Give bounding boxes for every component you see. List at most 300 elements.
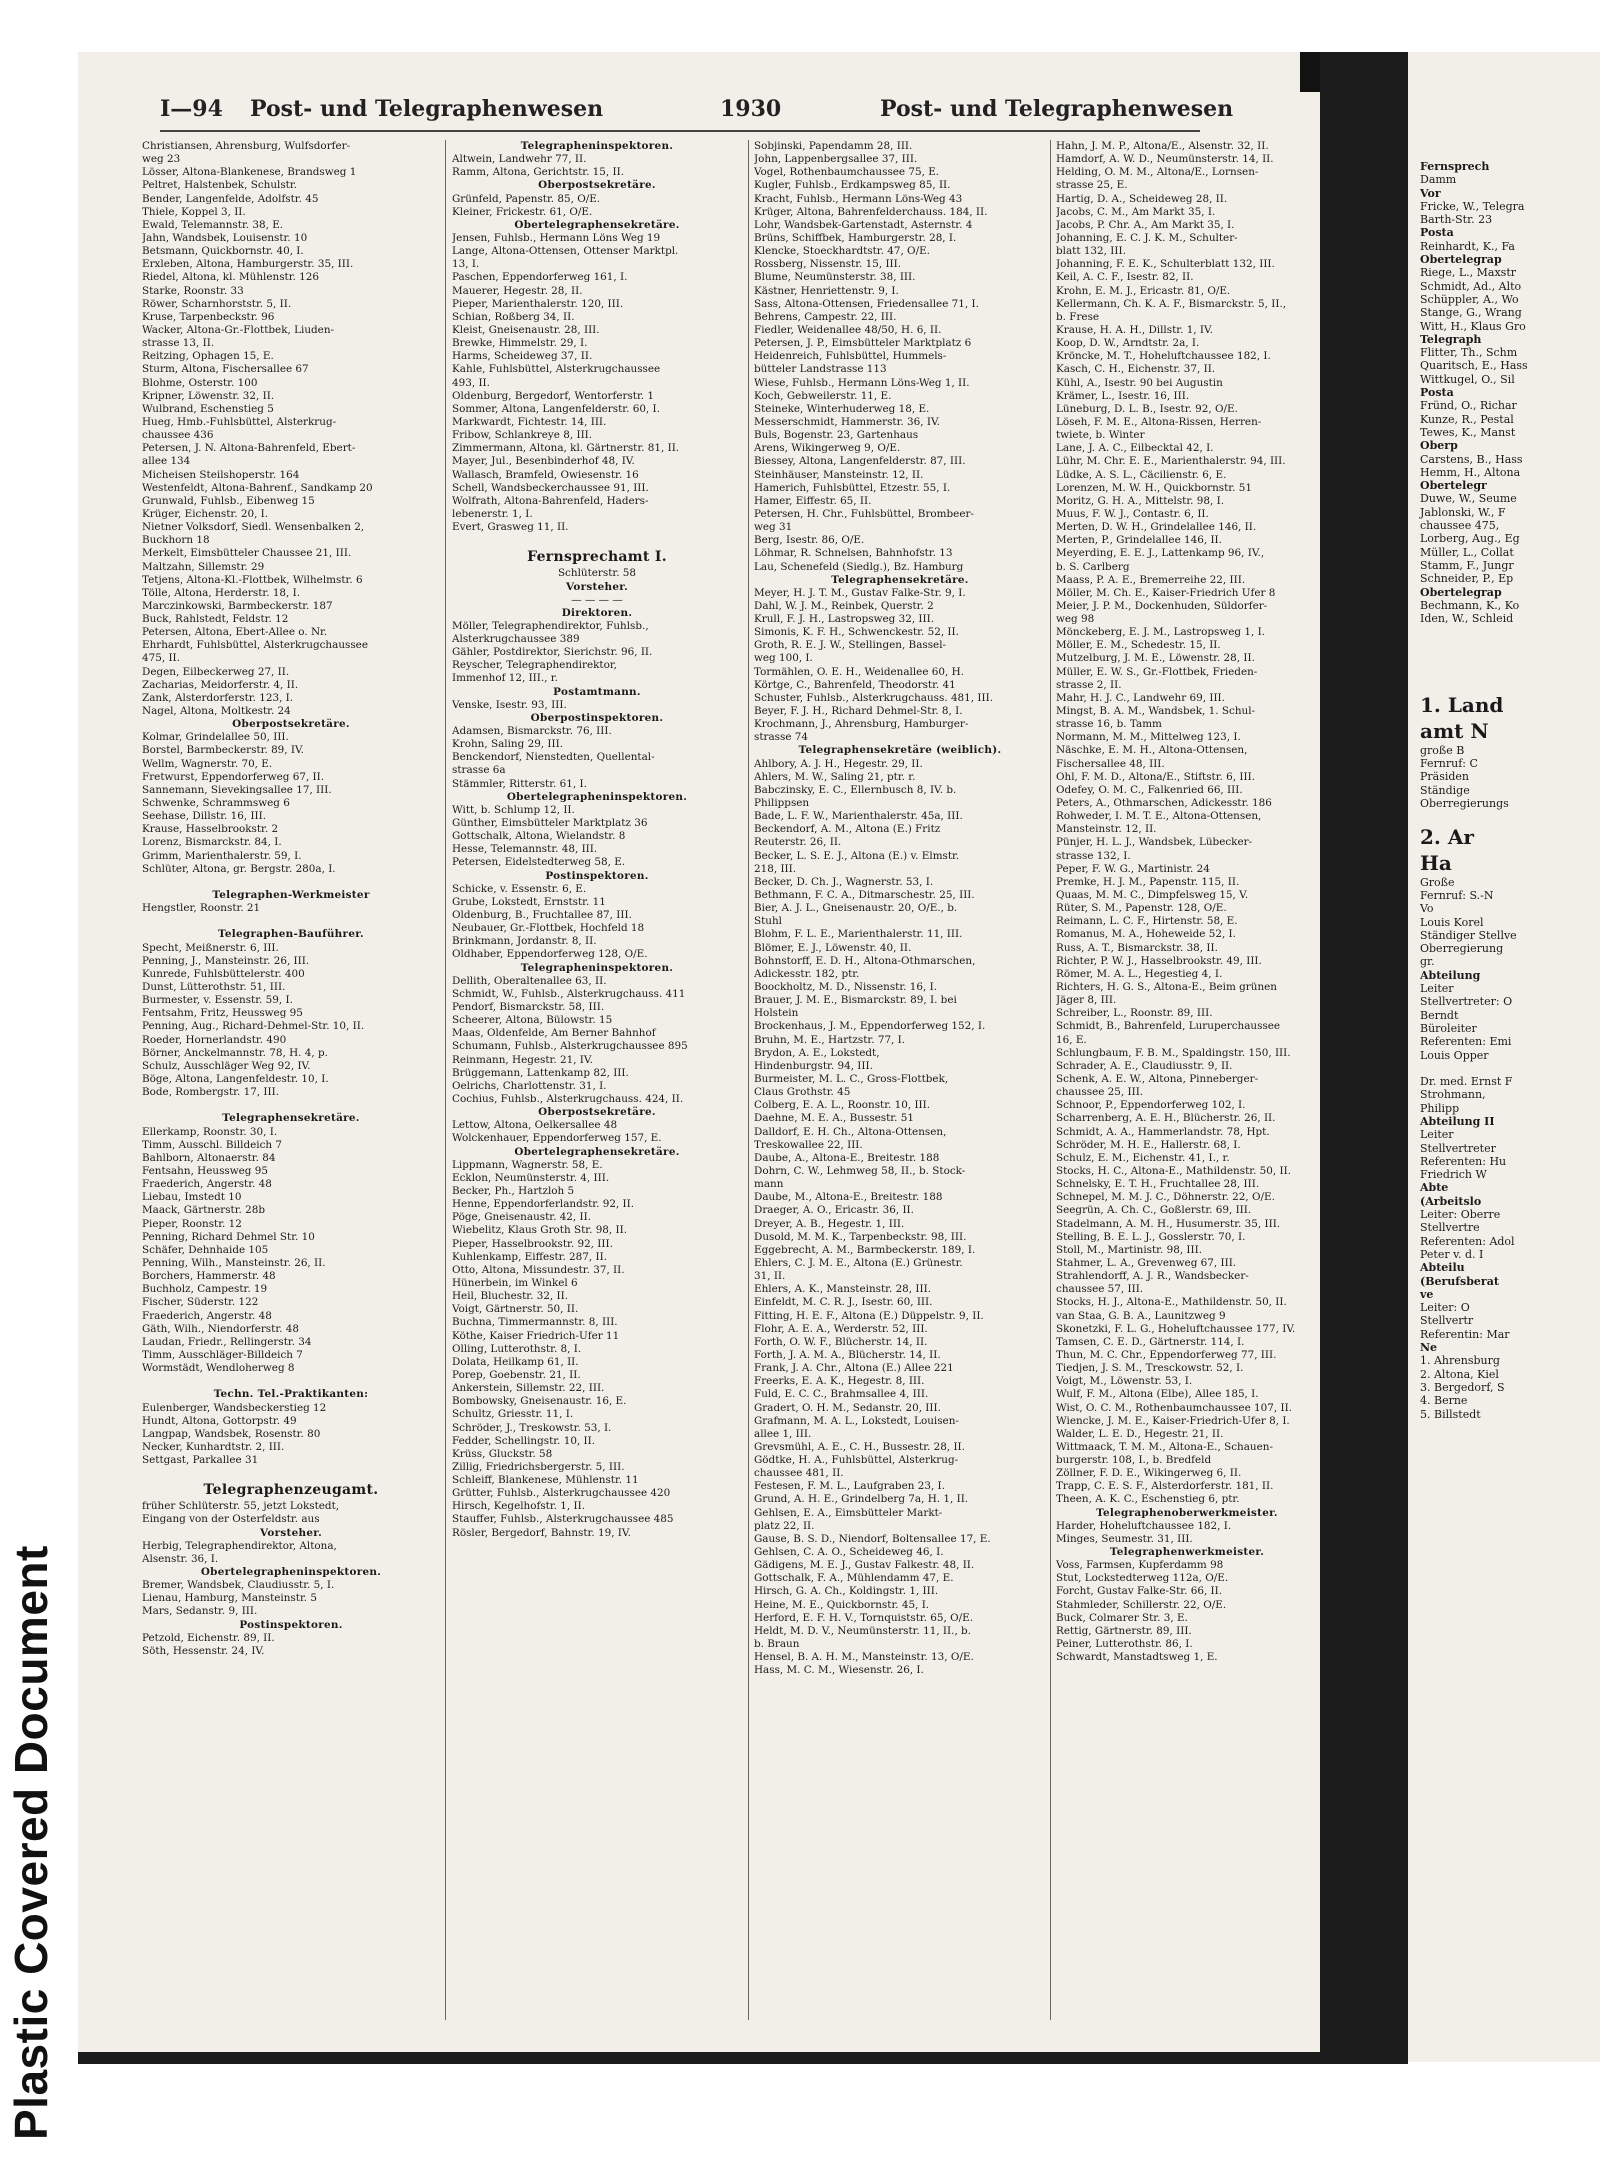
directory-entry [1420, 652, 1528, 665]
section-heading: Telegraphenwerkmeister. [1109, 1546, 1265, 1559]
directory-entry: Betsmann, Quickbornstr. 40, I. [142, 245, 304, 258]
directory-entry: Scheerer, Altona, Bülowstr. 15 [452, 1014, 613, 1027]
directory-entry: Adickesstr. 182, ptr. [754, 967, 860, 980]
directory-entry: Specht, Meißnerstr. 6, III. [142, 941, 279, 954]
directory-entry: Bender, Langenfelde, Adolfstr. 45 [142, 192, 319, 205]
directory-entry: Bechmann, K., Ko [1420, 598, 1520, 612]
directory-entry: Kahle, Fuhlsbüttel, Alsterkrugchaussee [452, 363, 661, 376]
directory-entry: Gause, B. S. D., Niendorf, Boltensallee 17, E. [754, 1532, 991, 1545]
directory-entry: Mars, Sedanstr. 9, III. [142, 1605, 258, 1618]
section-heading: Telegraph [1420, 332, 1482, 346]
directory-entry: Fedder, Schellingstr. 10, II. [452, 1434, 596, 1447]
section-heading: Abteilu [1420, 1261, 1465, 1275]
directory-entry: Eingang von der Osterfeldstr. aus [142, 1513, 320, 1526]
directory-entry: Flohr, A. E. A., Werderstr. 52, III. [754, 1322, 928, 1335]
section-heading: Techn. Tel.-Praktikanten: [213, 1388, 369, 1401]
directory-entry: Jablonski, W., F [1420, 505, 1506, 519]
section-heading: Vorsteher. [259, 1526, 323, 1539]
directory-entry: Meyer, H. J. T. M., Gustav Falke-Str. 9, I. [754, 586, 966, 599]
directory-entry: Dalldorf, E. H. Ch., Altona-Ottensen, [754, 1125, 947, 1138]
section-heading: Telegraphensekretäre. [831, 573, 969, 586]
column-3 [754, 140, 1046, 1677]
directory-entry: Zank, Alsterdorferstr. 123, I. [142, 691, 294, 704]
directory-entry: bütteler Landstrasse 113 [754, 363, 887, 376]
directory-entry: Colberg, E. A. L., Roonstr. 10, III. [754, 1099, 931, 1112]
directory-entry: Meier, J. P. M., Dockenhuden, Süldorfer- [1056, 599, 1268, 612]
directory-entry: Duwe, W., Seume [1420, 492, 1517, 506]
directory-entry: Carstens, B., Hass [1420, 452, 1523, 466]
directory-entry: Stellvertreter [1420, 1141, 1496, 1155]
directory-entry: Fischersallee 48, III. [1056, 757, 1165, 770]
directory-entry: Flitter, Th., Schm [1420, 346, 1518, 360]
directory-entry: Wacker, Altona-Gr.-Flottbek, Liuden- [142, 323, 335, 336]
directory-entry: Iden, W., Schleid [1420, 612, 1514, 626]
directory-entry: Wolckenhauer, Eppendorferweg 157, E. [452, 1132, 662, 1145]
directory-entry: früher Schlüterstr. 55, jetzt Lokstedt, [142, 1500, 340, 1513]
directory-entry [1420, 665, 1528, 678]
directory-entry: Fuld, E. C. C., Brahmsallee 4, III. [754, 1388, 929, 1401]
section-heading: Telegrapheninspektoren. [520, 140, 674, 152]
directory-entry: Penning, Wilh., Mansteinstr. 26, II. [142, 1256, 326, 1269]
directory-entry: Liebau, Imstedt 10 [142, 1191, 242, 1204]
directory-entry: Lorenz, Bismarckstr. 84, I. [142, 836, 282, 849]
directory-entry: Porep, Goebenstr. 21, II. [452, 1368, 581, 1381]
directory-entry: Stamm, F., Jungr [1420, 558, 1514, 572]
directory-entry: Bode, Rombergstr. 17, III. [142, 1086, 280, 1099]
directory-entry: Seehase, Dillstr. 16, III. [142, 810, 267, 823]
directory-entry: Philipp [1420, 1101, 1460, 1115]
directory-entry: Stämmler, Ritterstr. 61, I. [452, 777, 587, 790]
directory-entry: allee 1, III. [754, 1427, 812, 1440]
directory-entry: Pünjer, H. L. J., Wandsbek, Lübecker- [1056, 836, 1253, 849]
section-heading: Oberp [1420, 439, 1458, 453]
directory-entry: Adamsen, Bismarckstr. 76, III. [452, 725, 612, 738]
directory-entry: Barth-Str. 23 [1420, 213, 1493, 227]
directory-entry: Börner, Anckelmannstr. 78, H. 4, p. [142, 1046, 328, 1059]
directory-entry: 31, II. [754, 1270, 786, 1283]
directory-entry: Petzold, Eichenstr. 89, II. [142, 1631, 275, 1644]
directory-entry: strasse 2, II. [1056, 678, 1122, 691]
directory-entry: Krüger, Altona, Bahrenfelderchauss. 184, II. [754, 205, 988, 218]
directory-entry: Dr. med. Ernst F [1420, 1075, 1513, 1089]
directory-entry: Blume, Neumünsterstr. 38, III. [754, 271, 916, 284]
directory-entry: Blömer, E. J., Löwenstr. 40, II. [754, 941, 912, 954]
directory-entry: Penning, Richard Dehmel Str. 10 [142, 1230, 315, 1243]
directory-entry: Schmidt, A. A., Hammerlandstr. 78, Hpt. [1056, 1125, 1270, 1138]
directory-entry: Peter v. d. I [1420, 1247, 1484, 1261]
section-heading: Obertelegrap [1420, 585, 1502, 599]
directory-entry: Alsterkrugchaussee 389 [452, 633, 580, 646]
directory-entry: Steineke, Winterhuderweg 18, E. [754, 402, 930, 415]
directory-entry: Schröder, M. H. E., Hallerstr. 68, I. [1056, 1138, 1241, 1151]
directory-entry: Hamdorf, A. W. D., Neumünsterstr. 14, II. [1056, 153, 1274, 166]
directory-entry: Gehlsen, C. A. O., Scheideweg 46, I. [754, 1546, 944, 1559]
directory-entry: Jäger 8, III. [1056, 994, 1117, 1007]
directory-entry: Buchna, Timmermannstr. 8, III. [452, 1316, 618, 1329]
directory-entry: Lösser, Altona-Blankenese, Brandsweg 1 [142, 166, 357, 179]
directory-entry: Büroleiter [1420, 1021, 1477, 1035]
directory-entry: Kuhlenkamp, Eiffestr. 287, II. [452, 1250, 608, 1263]
directory-entry: Ellerkamp, Roonstr. 30, I. [142, 1125, 278, 1138]
directory-entry: Kunrede, Fuhlsbüttelerstr. 400 [142, 967, 305, 980]
directory-entry: Stahmer, L. A., Grevenweg 67, III. [1056, 1256, 1237, 1269]
directory-entry: Holstein [754, 1007, 799, 1020]
directory-entry: Stut, Lockstedterweg 112a, O/E. [1056, 1572, 1229, 1585]
directory-entry: mann [754, 1178, 784, 1191]
directory-entry: Reitzing, Ophagen 15, E. [142, 350, 274, 363]
directory-entry: Hueg, Hmb.-Fuhlsbüttel, Alsterkrug- [142, 415, 337, 428]
directory-entry: Daehne, M. E. A., Bussestr. 51 [754, 1112, 914, 1125]
directory-entry: Ehrhardt, Fuhlsbüttel, Alsterkrugchaussee [142, 639, 368, 652]
directory-entry: Petersen, H. Chr., Fuhlsbüttel, Brombeer- [754, 507, 974, 520]
directory-entry: gr. [1420, 955, 1435, 969]
directory-entry: Lippmann, Wagnerstr. 58, E. [452, 1158, 603, 1171]
directory-entry: Pöge, Gneisenaustr. 42, II. [452, 1211, 592, 1224]
directory-entry: Schultz, Griesstr. 11, I. [452, 1408, 574, 1421]
section-heading: Posta [1420, 226, 1454, 240]
directory-entry: Schmidt, Ad., Alto [1420, 279, 1522, 293]
directory-entry: Wormstädt, Wendloherweg 8 [142, 1362, 295, 1375]
directory-entry: chaussee 25, III. [1056, 1086, 1144, 1099]
directory-entry: Hensel, B. A. H. M., Mansteinstr. 13, O/E. [754, 1651, 974, 1664]
directory-entry: Brauer, J. M. E., Bismarckstr. 89, I. bei [754, 994, 957, 1007]
directory-entry: 5. Billstedt [1420, 1407, 1481, 1421]
directory-entry: Berndt [1420, 1008, 1459, 1022]
directory-entry: Möller, M. Ch. E., Kaiser-Friedrich Ufer 8 [1056, 586, 1276, 599]
directory-entry: Müller, E. W. S., Gr.-Flottbek, Frieden- [1056, 665, 1258, 678]
directory-entry: strasse 132, I. [1056, 849, 1131, 862]
directory-entry: Günther, Eimsbütteler Marktplatz 36 [452, 817, 648, 830]
directory-entry: Hemm, H., Altona [1420, 465, 1521, 479]
directory-entry: Tormählen, O. E. H., Weidenallee 60, H. [754, 665, 964, 678]
directory-entry: Mönckeberg, E. J. M., Lastropsweg 1, I. [1056, 626, 1266, 639]
directory-entry: Odefey, O. M. C., Falkenried 66, III. [1056, 783, 1243, 796]
directory-entry: Helding, O. M. M., Altona/E., Lornsen- [1056, 166, 1259, 179]
directory-entry: Brewke, Himmelstr. 29, I. [452, 337, 588, 350]
directory-entry: Hahn, J. M. P., Altona/E., Alsenstr. 32, II. [1056, 140, 1269, 152]
section-heading: Posta [1420, 386, 1454, 400]
section-heading: Vor [1420, 186, 1441, 200]
directory-entry: Meyerding, E. E. J., Lattenkamp 96, IV., [1056, 547, 1265, 560]
directory-entry: Sommer, Altona, Langenfelderstr. 60, I. [452, 402, 660, 415]
section-subline: Schlüterstr. 58 [557, 567, 637, 580]
directory-entry: Otto, Altona, Missundestr. 37, II. [452, 1263, 625, 1276]
directory-entry: Herbig, Telegraphendirektor, Altona, [142, 1539, 337, 1552]
directory-entry: Pendorf, Bismarckstr. 58, III. [452, 1001, 605, 1013]
directory-entry: Dahl, W. J. M., Reinbek, Querstr. 2 [754, 599, 934, 612]
directory-entry: Settgast, Parkallee 31 [142, 1454, 259, 1467]
directory-entry: Referenten: Adol [1420, 1234, 1515, 1248]
section-title: amt N [1420, 718, 1489, 743]
directory-entry: Kasch, C. H., Eichenstr. 37, II. [1056, 363, 1216, 376]
directory-entry: Minges, Seumestr. 31, III. [1056, 1532, 1193, 1545]
directory-entry: Thun, M. C. Chr., Eppendorferweg 77, III. [1056, 1348, 1277, 1361]
directory-entry: Schneider, P., Ep [1420, 572, 1514, 586]
section-heading: Obertelegr [1420, 479, 1487, 493]
directory-entry: Biessey, Altona, Langenfelderstr. 87, III. [754, 455, 966, 468]
directory-entry: Näschke, E. M. H., Altona-Ottensen, [1056, 744, 1248, 757]
directory-entry: allee 134 [142, 455, 191, 468]
directory-entry: Möller, Telegraphendirektor, Fuhlsb., [452, 619, 649, 632]
directory-entry: Johanning, E. C. J. K. M., Schulter- [1056, 231, 1238, 244]
directory-entry: Grütter, Fuhlsb., Alsterkrugchaussee 420 [452, 1487, 671, 1500]
section-heading: Telegraphenoberwerkmeister. [1096, 1506, 1278, 1519]
directory-entry: Voigt, M., Löwenstr. 53, I. [1056, 1375, 1193, 1388]
directory-entry: Körtge, C., Bahrenfeld, Theodorstr. 41 [754, 678, 956, 691]
directory-entry: burgerstr. 108, I., b. Bredfeld [1056, 1454, 1212, 1467]
directory-entry: Stocks, H. C., Altona-E., Mathildenstr. 50, II. [1056, 1164, 1292, 1177]
directory-entry: Wittmaack, T. M. M., Altona-E., Schauen- [1056, 1440, 1273, 1453]
directory-entry: Köthe, Kaiser Friedrich-Ufer 11 [452, 1329, 620, 1342]
section-title: Ha [1420, 850, 1452, 875]
directory-entry: Löseh, F. M. E., Altona-Rissen, Herren- [1056, 415, 1262, 428]
directory-entry: Penning, J., Mansteinstr. 26, III. [142, 954, 310, 967]
directory-entry: Mingst, B. A. M., Wandsbek, 1. Schul- [1056, 705, 1256, 718]
directory-entry: Brydon, A. E., Lokstedt, [754, 1046, 880, 1059]
directory-entry: Harms, Scheideweg 37, II. [452, 350, 593, 363]
directory-entry [1420, 639, 1528, 652]
directory-entry: Draeger, A. O., Ericastr. 36, II. [754, 1204, 914, 1217]
directory-entry: Schwardt, Manstadtsweg 1, E. [1056, 1651, 1218, 1664]
directory-entry: Petersen, J. P., Eimsbütteler Marktplatz 6 [754, 337, 972, 350]
directory-entry: Reyscher, Telegraphendirektor, [452, 659, 617, 672]
directory-entry: Schicke, v. Essenstr. 6, E. [452, 882, 587, 895]
directory-entry: Reuterstr. 26, II. [754, 836, 842, 849]
directory-entry: Fentsahm, Fritz, Heussweg 95 [142, 1007, 303, 1020]
directory-entry: Kellermann, Ch. K. A. F., Bismarckstr. 5, II., [1056, 297, 1287, 310]
column-1 [142, 140, 440, 1658]
directory-entry: Schüppler, A., Wo [1420, 292, 1519, 306]
directory-entry: Hirsch, Kegelhofstr. 1, II. [452, 1500, 586, 1513]
directory-entry: Koch, Gebweilerstr. 11, E. [754, 389, 892, 402]
directory-entry: Ohl, F. M. D., Altona/E., Stiftstr. 6, III. [1056, 770, 1255, 783]
directory-entry: Rettig, Gärtnerstr. 89, III. [1056, 1624, 1192, 1637]
directory-entry: strasse 16, b. Tamm [1056, 718, 1162, 731]
directory-entry: Paschen, Eppendorferweg 161, I. [452, 271, 628, 284]
directory-entry: Präsiden [1420, 770, 1470, 784]
directory-entry: Gehlsen, E. A., Eimsbütteler Markt- [754, 1506, 943, 1519]
section-heading: Telegraphensekretäre. [222, 1112, 360, 1125]
directory-entry: Fischer, Süderstr. 122 [142, 1296, 259, 1309]
directory-entry: 218, III. [754, 862, 797, 875]
directory-entry: Lorenzen, M. W. H., Quickbornstr. 51 [1056, 481, 1252, 494]
section-heading: Obertelegrapheninspektoren. [506, 790, 688, 803]
directory-entry: Steinhäuser, Mansteinstr. 12, II. [754, 468, 924, 481]
directory-entry: Peiner, Lutterothstr. 86, I. [1056, 1638, 1193, 1651]
section-heading: Abte [1420, 1181, 1449, 1195]
directory-entry: Fraederich, Angerstr. 48 [142, 1178, 272, 1191]
directory-entry: Oldenburg, Bergedorf, Wentorferstr. 1 [452, 389, 654, 402]
directory-entry: Lange, Altona-Ottensen, Ottenser Marktpl. [452, 245, 679, 258]
directory-entry: Leiter: O [1420, 1301, 1470, 1315]
directory-entry: Schuster, Fuhlsb., Alsterkrugchauss. 481, III. [754, 691, 993, 704]
directory-entry: Vogel, Rothenbaumchaussee 75, E. [754, 166, 940, 179]
directory-entry: Philippsen [754, 797, 810, 810]
directory-entry: Dolata, Heilkamp 61, II. [452, 1355, 579, 1368]
directory-entry: Pieper, Hasselbrookstr. 92, III. [452, 1237, 613, 1250]
directory-entry: Buls, Bogenstr. 23, Gartenhaus [754, 429, 919, 442]
directory-entry: Brockenhaus, J. M., Eppendorferweg 152, I. [754, 1020, 986, 1033]
directory-entry: Brüggemann, Lattenkamp 82, III. [452, 1066, 629, 1079]
directory-entry: Thiele, Koppel 3, II. [142, 205, 246, 218]
section-heading: Telegraphensekretäre (weiblich). [798, 744, 1002, 757]
directory-entry: Lane, J. A. C., Eilbecktal 42, I. [1056, 442, 1214, 455]
directory-entry: Eulenberger, Wandsbeckerstieg 12 [142, 1401, 327, 1414]
directory-entry: Bruhn, M. E., Hartzstr. 77, I. [754, 1033, 906, 1046]
column-rule [445, 140, 446, 2020]
directory-entry: Krull, F. J. H., Lastropsweg 32, III. [754, 613, 935, 626]
directory-entry: Frank, J. A. Chr., Altona (E.) Allee 221 [754, 1362, 954, 1375]
directory-entry: Stellvertreter: O [1420, 995, 1513, 1009]
directory-entry: Ramm, Altona, Gerichtstr. 15, II. [452, 166, 625, 179]
directory-entry: Reimann, L. C. F., Hirtenstr. 58, E. [1056, 915, 1238, 928]
page-ref: I—94 [160, 96, 223, 122]
directory-entry: Petersen, J. N. Altona-Bahrenfeld, Ebert- [142, 442, 356, 455]
directory-entry: Lorberg, Aug., Eg [1420, 532, 1520, 546]
directory-entry: Fentsahn, Heussweg 95 [142, 1164, 268, 1177]
directory-entry: Krüss, Gluckstr. 58 [452, 1447, 553, 1460]
directory-entry: Heldt, M. D. V., Neumünsterstr. 11, II., b. [754, 1624, 972, 1637]
directory-entry [142, 915, 440, 928]
directory-entry: Pieper, Marienthalerstr. 120, III. [452, 297, 624, 310]
header-year: 1930 [720, 96, 782, 122]
directory-entry: Grünfeld, Papenstr. 85, O/E. [452, 192, 601, 205]
directory-entry: Marczinkowski, Barmbeckerstr. 187 [142, 599, 333, 612]
directory-entry: Schumann, Fuhlsb., Alsterkrugchaussee 895 [452, 1040, 688, 1053]
directory-entry: Merten, P., Grindelallee 146, II. [1056, 534, 1222, 547]
section-subline: — — — — [571, 593, 623, 606]
directory-entry: Fernruf: C [1420, 757, 1478, 771]
directory-entry: Bier, A. J. L., Gneisenaustr. 20, O/E., b. [754, 902, 958, 915]
directory-entry: Grimm, Marienthalerstr. 59, I. [142, 849, 302, 862]
directory-entry: Gähler, Postdirektor, Sierichstr. 96, II. [452, 646, 653, 659]
directory-entry: Buck, Rahlstedt, Feldstr. 12 [142, 613, 289, 626]
section-heading: Oberpostsekretäre. [538, 179, 656, 192]
directory-entry: Schian, Roßberg 34, II. [452, 310, 575, 323]
directory-entry: Wellm, Wagnerstr. 70, E. [142, 757, 273, 770]
directory-entry: Stelling, B. E. L. J., Gosslerstr. 70, I. [1056, 1230, 1246, 1243]
directory-entry: 493, II. [452, 376, 490, 389]
section-heading: Vorsteher. [565, 580, 629, 593]
directory-entry: Quaas, M. M. C., Dimpfelsweg 15, V. [1056, 889, 1249, 902]
directory-entry: Heil, Bluchestr. 32, II. [452, 1290, 569, 1303]
directory-entry: Dunst, Lütterothstr. 51, III. [142, 981, 286, 993]
header-left-title: Post- und Telegraphenwesen [250, 96, 604, 122]
directory-entry: Quaritsch, E., Hass [1420, 359, 1528, 373]
header-right-title: Post- und Telegraphenwesen [880, 96, 1234, 122]
directory-entry: Venske, Isestr. 93, III. [452, 698, 567, 711]
directory-entry: Bethmann, F. C. A., Ditmarschestr. 25, III. [754, 889, 975, 902]
directory-entry: Schreiber, L., Roonstr. 89, III. [1056, 1007, 1213, 1020]
directory-entry: Referenten: Hu [1420, 1154, 1507, 1168]
directory-entry: Strahlendorff, A. J. R., Wandsbecker- [1056, 1270, 1249, 1283]
directory-entry: Peltret, Halstenbek, Schulstr. [142, 179, 297, 192]
directory-entry: Schell, Wandsbeckerchaussee 91, III. [452, 481, 649, 494]
directory-entry: Trapp, C. E. S. F., Alsterdorferstr. 181, II. [1056, 1480, 1274, 1493]
directory-entry: Olling, Lutterothstr. 8, I. [452, 1342, 582, 1355]
directory-entry: Claus Grothstr. 45 [754, 1086, 851, 1099]
directory-entry: Louis Opper [1420, 1048, 1489, 1062]
directory-entry: Schnepel, M. M. J. C., Döhnerstr. 22, O/E. [1056, 1191, 1275, 1204]
directory-entry: Louis Korel [1420, 915, 1484, 929]
directory-entry: Fitting, H. E. F., Altona (E.) Düppelstr. 9, II. [754, 1309, 984, 1322]
directory-entry: Kleiner, Frickestr. 61, O/E. [452, 205, 593, 218]
directory-entry: Rossberg, Nissenstr. 15, III. [754, 258, 902, 271]
directory-entry: b. Braun [754, 1638, 800, 1651]
directory-entry: Borstel, Barmbeckerstr. 89, IV. [142, 744, 304, 757]
section-heading: Obertelegrapheninspektoren. [200, 1566, 382, 1579]
directory-entry: weg 100, I. [754, 652, 813, 665]
directory-entry: Wiese, Fuhlsb., Hermann Löns-Weg 1, II. [754, 376, 970, 389]
directory-entry: Wiencke, J. M. E., Kaiser-Friedrich-Ufer 8, I. [1056, 1414, 1290, 1427]
directory-entry: Dreyer, A. B., Hegestr. 1, III. [754, 1217, 905, 1230]
directory-entry: Russ, A. T., Bismarckstr. 38, II. [1056, 941, 1218, 954]
directory-entry: Maas, Oldenfelde, Am Berner Bahnhof [452, 1027, 656, 1040]
directory-entry: Sobjinski, Papendamm 28, III. [754, 140, 913, 152]
directory-entry: Reinmann, Hegestr. 21, IV. [452, 1053, 593, 1066]
directory-entry: chaussee 57, III. [1056, 1283, 1144, 1296]
directory-entry: blatt 132, III. [1056, 245, 1126, 258]
directory-entry: Kröncke, M. T., Hoheluftchaussee 182, I. [1056, 350, 1271, 363]
directory-entry: Penning, Aug., Richard-Dehmel-Str. 10, II. [142, 1020, 365, 1033]
directory-entry: platz 22, II. [754, 1519, 815, 1532]
directory-entry: Kugler, Fuhlsb., Erdkampsweg 85, II. [754, 179, 951, 192]
directory-entry: Johanning, F. E. K., Schulterblatt 132, III. [1056, 258, 1275, 271]
directory-entry: Stocks, H. J., Altona-E., Mathildenstr. 50, II. [1056, 1296, 1287, 1309]
directory-entry: Sass, Altona-Ottensen, Friedensallee 71, I. [754, 297, 979, 310]
column-rule [1050, 140, 1051, 2020]
section-heading: ve [1420, 1287, 1434, 1301]
directory-entry: Blohme, Osterstr. 100 [142, 376, 258, 389]
directory-entry: Timm, Ausschläger-Billdeich 7 [142, 1348, 303, 1361]
directory-entry: Lau, Schenefeld (Siedlg.), Bz. Hamburg [754, 560, 964, 573]
directory-entry [1420, 1062, 1528, 1075]
directory-entry: Krämer, L., Isestr. 16, III. [1056, 389, 1190, 402]
directory-entry: Kleist, Gneisenaustr. 28, III. [452, 323, 600, 336]
directory-entry: Borchers, Hammerstr. 48 [142, 1270, 276, 1283]
directory-entry: Gottschalk, F. A., Mühlendamm 47, E. [754, 1572, 954, 1585]
directory-entry: Riege, L., Maxstr [1420, 266, 1516, 280]
directory-entry: Schlüter, Altona, gr. Bergstr. 280a, I. [142, 862, 336, 875]
directory-entry: Blohm, F. L. E., Marienthalerstr. 11, III. [754, 928, 963, 941]
directory-entry: Wiebelitz, Klaus Groth Str. 98, II. [452, 1224, 628, 1237]
directory-entry: Oelrichs, Charlottenstr. 31, I. [452, 1079, 607, 1092]
directory-entry: Jacobs, C. M., Am Markt 35, I. [1056, 205, 1216, 218]
directory-entry: Bremer, Wandsbek, Claudiusstr. 5, I. [142, 1579, 335, 1592]
directory-entry: Christiansen, Ahrensburg, Wulfsdorfer- [142, 140, 351, 152]
directory-entry: Bahlborn, Altonaerstr. 84 [142, 1151, 276, 1164]
directory-entry: Romanus, M. A., Hoheweide 52, I. [1056, 928, 1236, 941]
directory-entry: Treskowallee 22, III. [754, 1138, 863, 1151]
directory-entry: strasse 13, II. [142, 337, 215, 350]
directory-entry: Becker, D. Ch. J., Wagnerstr. 53, I. [754, 875, 934, 888]
directory-entry: Oberregierungs [1420, 797, 1509, 811]
directory-entry: Merten, D. W. H., Grindelallee 146, II. [1056, 521, 1257, 534]
section-heading: Telegraphen-Bauführer. [218, 928, 364, 941]
directory-entry: Hass, M. C. M., Wiesenstr. 26, I. [754, 1664, 924, 1677]
directory-entry: Gödtke, H. A., Fuhlsbüttel, Alsterkrug- [754, 1454, 959, 1467]
directory-entry: twiete, b. Winter [1056, 429, 1145, 442]
directory-entry: Ecklon, Neumünsterstr. 4, III. [452, 1171, 610, 1184]
directory-entry: Schnoor, P., Eppendorferweg 102, I. [1056, 1099, 1246, 1112]
directory-entry: Bohnstorff, E. D. H., Altona-Othmarschen, [754, 954, 976, 967]
section-heading: Fernsprech [1420, 160, 1490, 173]
directory-entry: Richters, H. G. S., Altona-E., Beim grünen [1056, 981, 1278, 993]
directory-entry: Lühr, M. Chr. E. E., Marienthalerstr. 94, III. [1056, 455, 1286, 468]
section-heading: Postinspektoren. [545, 869, 649, 882]
directory-entry: 4. Berne [1420, 1394, 1468, 1408]
directory-entry: Berg, Isestr. 86, O/E. [754, 534, 865, 547]
